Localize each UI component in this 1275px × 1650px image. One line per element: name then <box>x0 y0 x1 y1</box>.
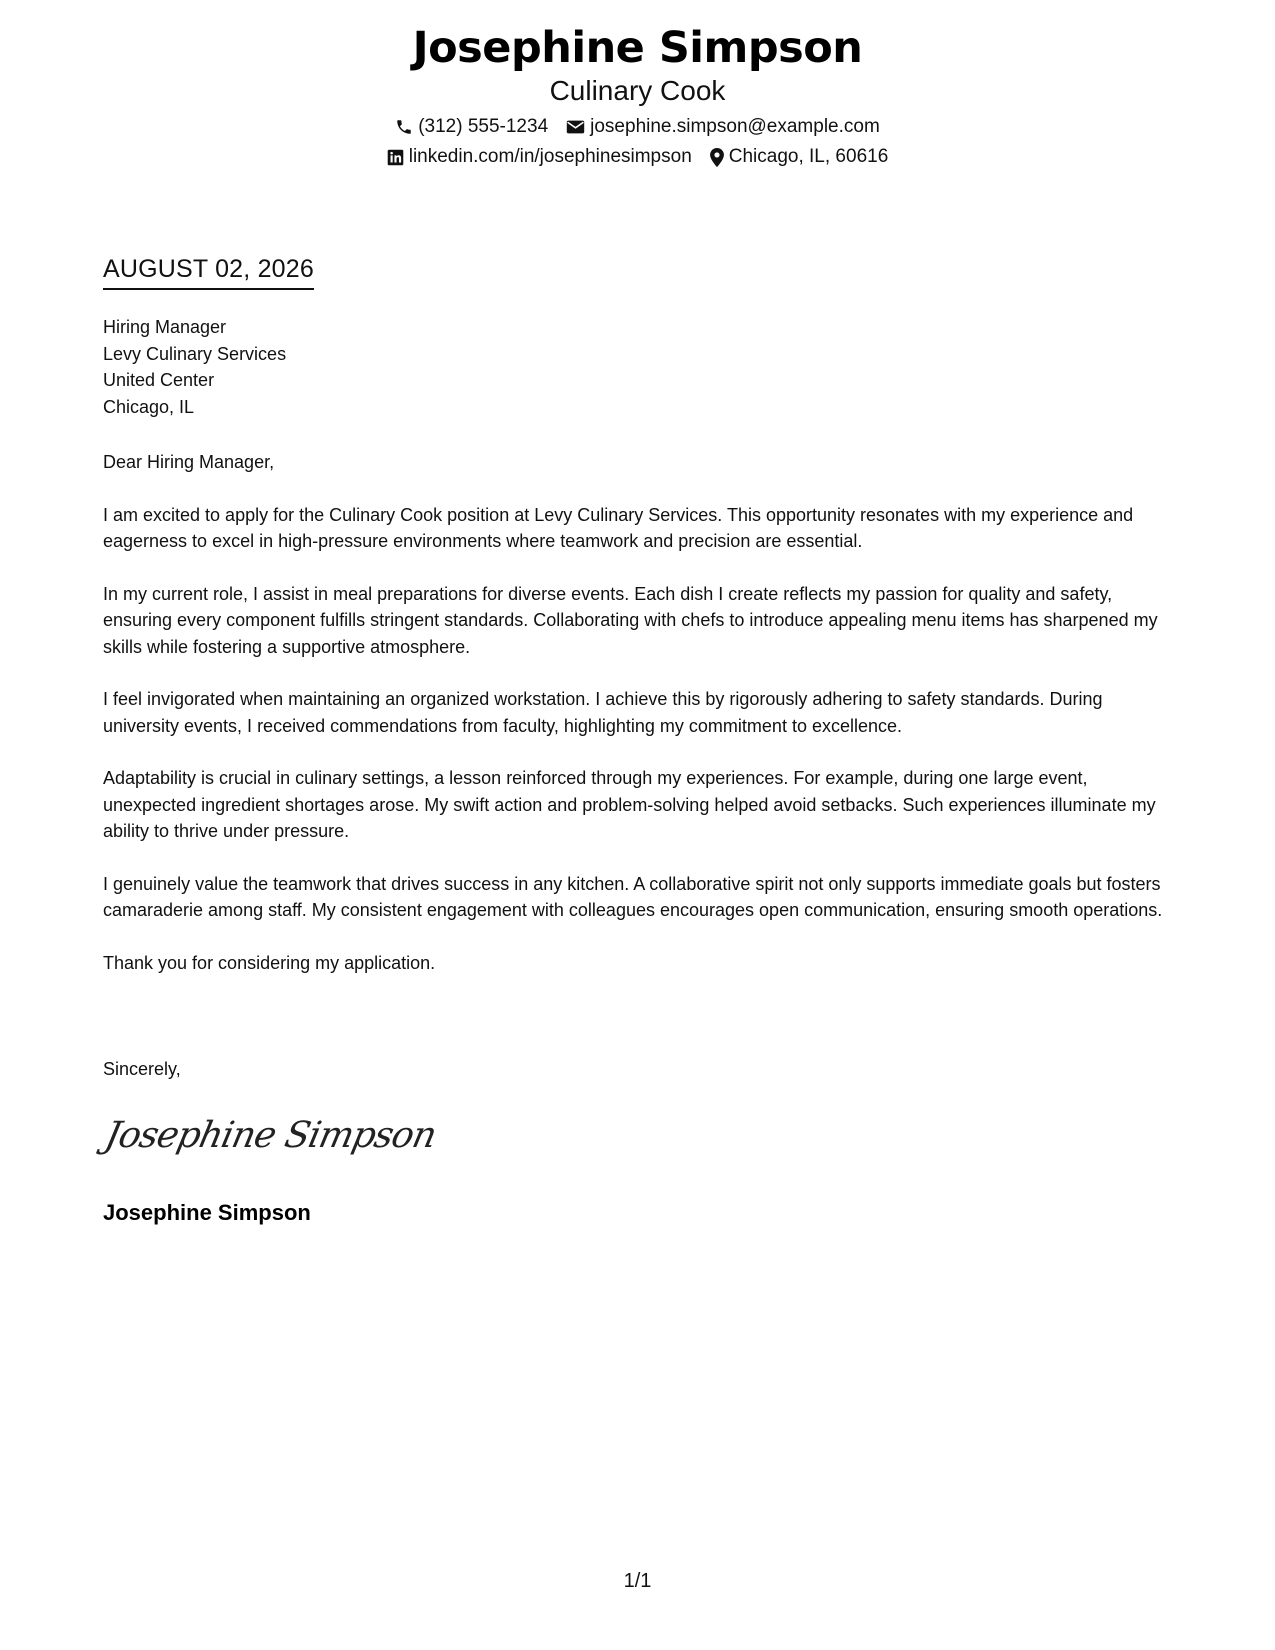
map-marker-icon <box>710 148 724 167</box>
recipient-line: Hiring Manager <box>103 317 227 337</box>
body-paragraph: I am excited to apply for the Culinary Cook position at Levy Culinary Services. This opportunity resonates with my experience and eagerness to excel in high-pressure environments where teamwork and precision are essential. <box>103 504 1134 551</box>
recipient-line: United Center <box>103 370 215 390</box>
envelope-icon <box>566 119 585 135</box>
body-paragraph: In my current role, I assist in meal preparations for diverse events. Each dish I create reflects my passion for quality and safety, ensuring every component fulfills stringent standards. Collaborating with chefs to introduce appealing menu items has sharpened my skills while fostering a supportive atmosphere. <box>103 583 1158 657</box>
location-text: Chicago, IL, 60616 <box>728 146 889 167</box>
letter-body <box>103 449 1178 1002</box>
contact-row-primary <box>0 112 1275 142</box>
email-text: josephine.simpson@example.com <box>590 116 880 137</box>
contact-phone[interactable] <box>395 112 548 142</box>
letter-header <box>0 22 1275 172</box>
contact-linkedin[interactable] <box>387 142 692 172</box>
applicant-name: Josephine Simpson <box>412 23 863 73</box>
body-paragraph: I genuinely value the teamwork that drives success in any kitchen. A collaborative spirit not only supports immediate goals but fosters camaraderie among staff. My consistent engagement with colleagues encourages open communication, ensuring smooth operations. <box>103 873 1163 920</box>
signature-text: Josephine Simpson <box>101 1115 440 1156</box>
body-paragraph: I feel invigorated when maintaining an organized workstation. I achieve this by rigorously adhering to safety standards. During university events, I received commendations from faculty, highlighting my commitment to excellence. <box>103 689 1103 736</box>
body-paragraph: Thank you for considering my application. <box>103 952 436 973</box>
page-number: 1/1 <box>623 1570 652 1592</box>
phone-icon <box>395 118 413 136</box>
signer-name: Josephine Simpson <box>103 1200 311 1225</box>
job-title: Culinary Cook <box>549 75 726 106</box>
contact-row-secondary <box>0 142 1275 172</box>
recipient-line: Levy Culinary Services <box>103 343 287 364</box>
body-paragraph: Adaptability is crucial in culinary settings, a lesson reinforced through my experiences. For example, during one large event, unexpected ingredient shortages arose. My swift action and problem-solving helped avoid setbacks. Such experiences illuminate my ability to thrive under pressure. <box>103 768 1156 841</box>
linkedin-text: linkedin.com/in/josephinesimpson <box>408 146 692 167</box>
handwritten-signature <box>100 1108 440 1163</box>
contact-email[interactable] <box>566 112 880 142</box>
recipient-block <box>103 314 286 420</box>
closing-phrase: Sincerely, <box>103 1059 181 1079</box>
phone-text: (312) 555-1234 <box>418 116 549 137</box>
salutation: Dear Hiring Manager, <box>103 452 275 472</box>
recipient-line: Chicago, IL <box>103 396 195 417</box>
linkedin-icon <box>387 149 404 166</box>
letter-date: AUGUST 02, 2026 <box>103 254 314 290</box>
contact-location <box>710 142 889 172</box>
